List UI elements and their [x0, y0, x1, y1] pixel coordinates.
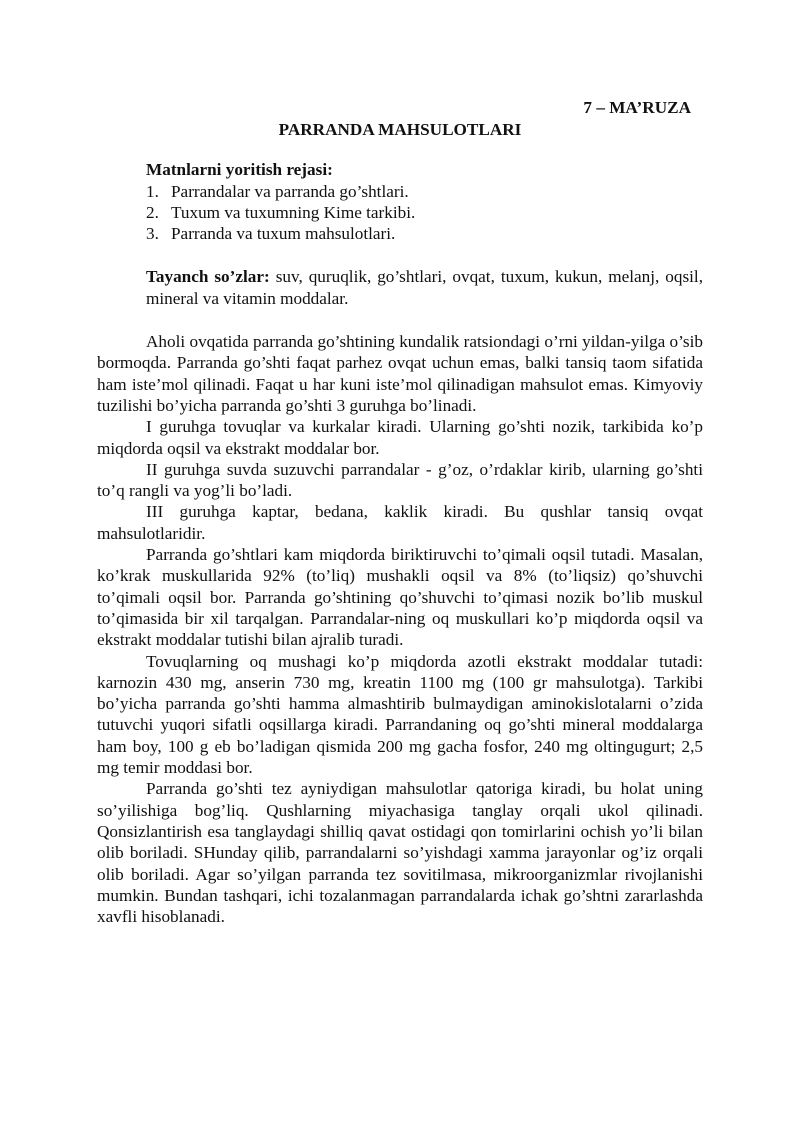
plan-item-number: 1. [146, 181, 159, 201]
plan-item [146, 202, 703, 223]
plan-item-text: Tuxum va tuxumning Kime tarkibi. [171, 202, 416, 222]
paragraph: Parranda go’shtlari kam miqdorda biriktiruvchi to’qimali oqsil tutadi. Masalan, ko’krak muskullarida 92% (to’liq) mushakli oqsil va 8% (to’liqsiz) qo’shuvchi to’qimali oqsil bor. Parranda go’shtining qo’shuvchi to’qimasi nozik bo’lib muskul to’qimasida bir xil tarqalgan. Parrandalar-ning oq muskullari ko’p miqdorda oqsil va ekstrakt moddalar tutishi bilan ajralib turadi. [97, 545, 703, 650]
paragraph: Tovuqlarning oq mushagi ko’p miqdorda azotli ekstrakt moddalar tutadi: karnozin 430 mg, anserin 730 mg, kreatin 1100 mg (100 gr mahsulotga). Tarkibi bo’yicha parranda go’shti hamma almashtirib bulmaydigan aminokislotalarni o’zida tutuvchi yuqori sifatli oqsillarga kiradi. Parrandaning oq go’shti mineral moddalarga ham boy, 100 g eb bo’ladigan qismida 200 mg gacha fosfor, 240 mg oltingugurt; 2,5 mg temir moddasi bor. [97, 651, 703, 778]
plan-item [146, 223, 703, 244]
lecture-number: 7 – MA’RUZA [583, 98, 691, 117]
paragraph: II guruhga suvda suzuvchi parrandalar - g’oz, o’rdaklar kirib, ularning go’shti to’q rangli va yog’li bo’ladi. [97, 459, 703, 501]
document-page [97, 97, 703, 927]
keywords [146, 266, 703, 309]
plan-item-text: Parranda va tuxum mahsulotlari. [171, 224, 396, 244]
keywords-label: Tayanch so’zlar: [146, 267, 270, 287]
body-text [97, 331, 703, 927]
plan-heading: Matnlarni yoritish rejasi: [146, 160, 333, 180]
plan-list [146, 181, 703, 245]
keywords-text: suv, quruqlik, go’shtlari, ovqat, tuxum, kukun, melanj, oqsil, mineral va vitamin moddalar. [146, 267, 703, 308]
plan-item-number: 3. [146, 224, 159, 244]
document-title: PARRANDA MAHSULOTLARI [278, 120, 522, 139]
plan-item [146, 181, 703, 202]
plan-item-text: Parrandalar va parranda go’shtlari. [171, 181, 409, 201]
plan-item-number: 2. [146, 202, 159, 222]
paragraph: Aholi ovqatida parranda go’shtining kundalik ratsiondagi o’rni yildan-yilga o’sib bormoqda. Parranda go’shti faqat parhez ovqat uchun emas, balki tansiq taom sifatida ham iste’mol qilinadi. Faqat u har kuni iste’mol qilinadigan mahsulot emas. Kimyoviy tuzilishi bo’yicha parranda go’shti 3 guruhga bo’linadi. [97, 332, 703, 415]
paragraph: III guruhga kaptar, bedana, kaklik kiradi. Bu qushlar tansiq ovqat mahsulotlaridir. [97, 502, 703, 543]
paragraph: Parranda go’shti tez ayniydigan mahsulotlar qatoriga kiradi, bu holat uning so’yilishiga bog’liq. Qushlarning miyachasiga tanglay orqali ukol qilinadi. Qonsizlantirish esa tanglaydagi shilliq qavat ostidagi qon tomirlarini ochish yo’li bilan olib boriladi. SHunday qilib, parrandalarni so’yishdagi xamma jarayonlar og’iz orqali olib boriladi. Agar so’yilgan parranda tez sovitilmasa, mikroorganizmlar rivojlanishi mumkin. Bundan tashqari, ichi tozalanmagan parrandalarda ichak go’shtni zararlashda xavfli hisoblanadi. [97, 779, 703, 927]
lecture-plan [146, 159, 703, 244]
paragraph: I guruhga tovuqlar va kurkalar kiradi. Ularning go’shti nozik, tarkibida ko’p miqdorda oqsil va ekstrakt moddalar bor. [97, 417, 703, 458]
